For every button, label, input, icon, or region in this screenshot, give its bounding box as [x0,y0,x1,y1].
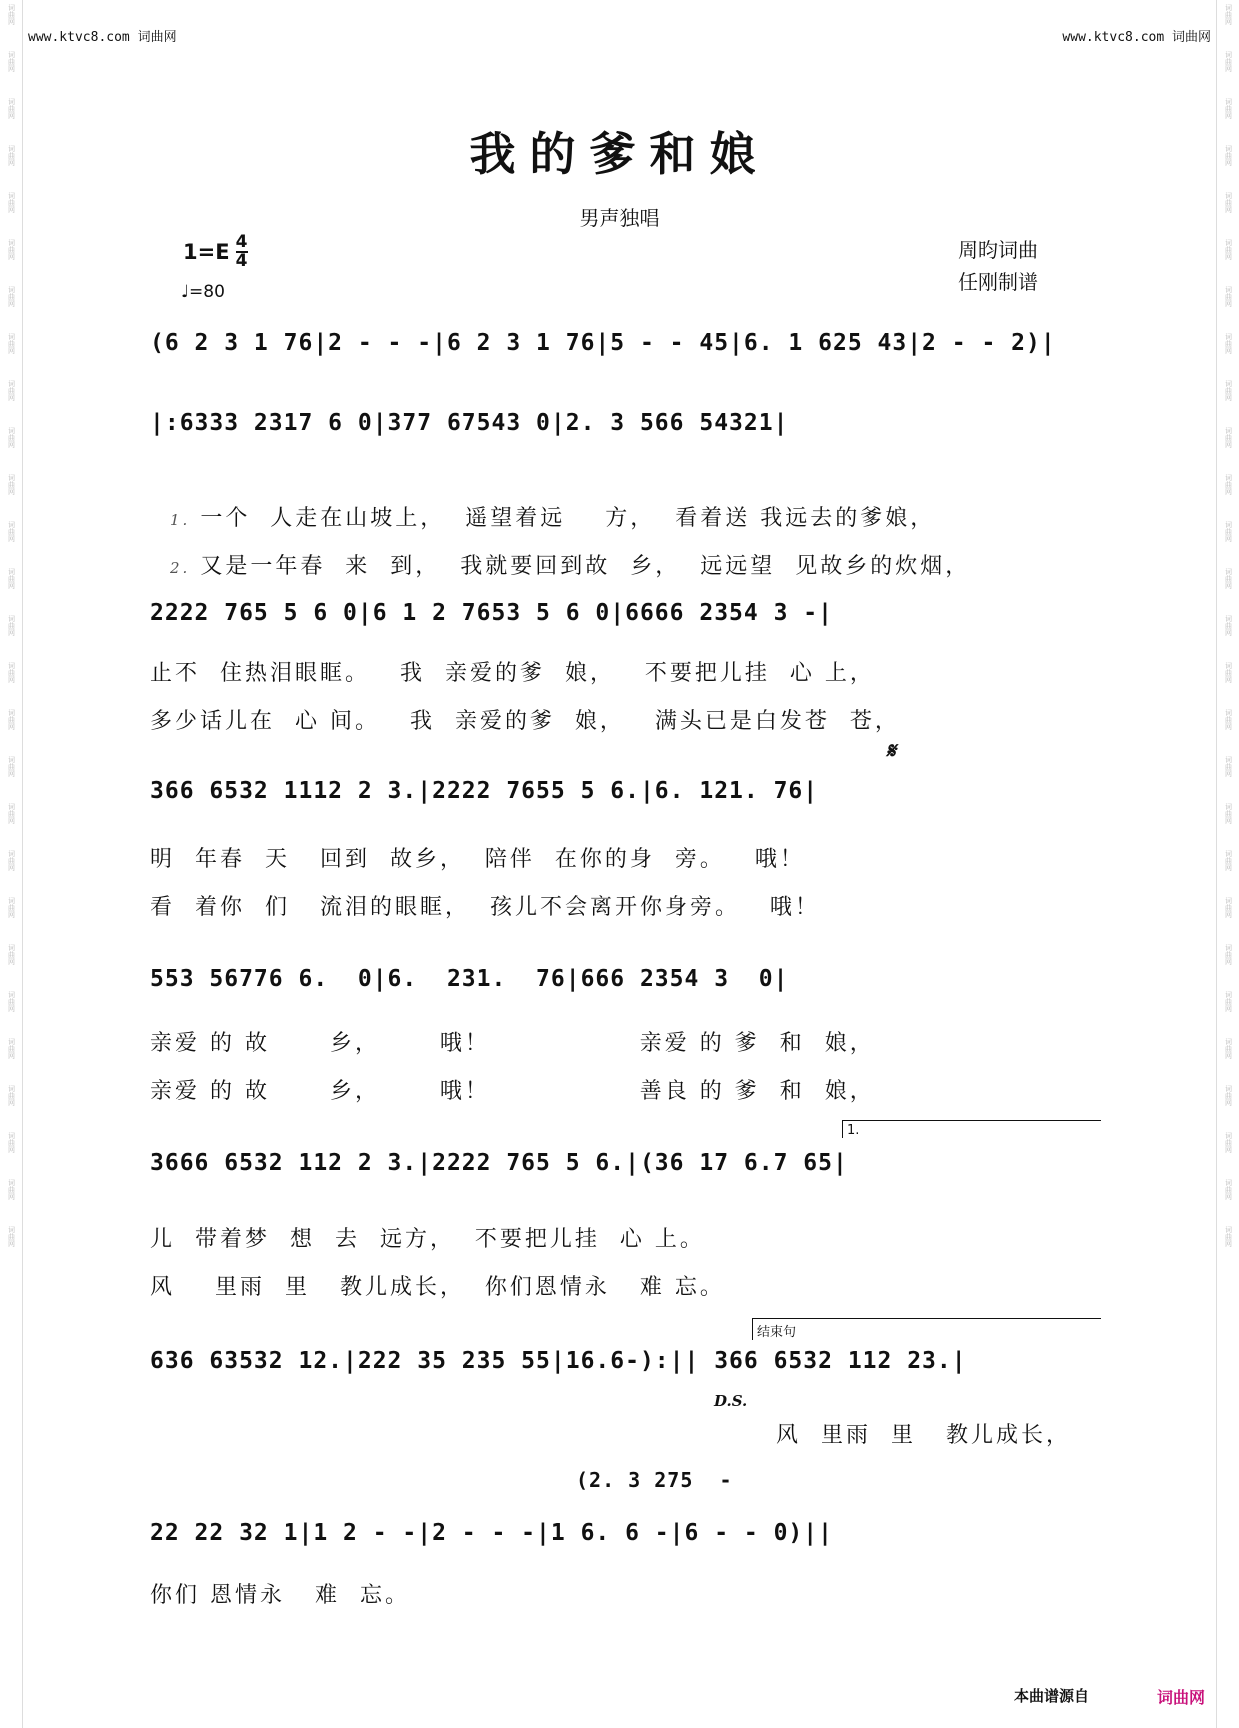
lyric-row-1-verse-2 [150,524,970,580]
score-row-3 [150,768,1100,814]
lyric-text: 一个 人走在山坡上， 遥望着远 方， 看着送 我远去的爹娘， [200,506,936,531]
ds-marking: D.S. [714,1392,748,1410]
lyric-row-7-ending: 你们 恩情永 难 忘。 [150,1583,410,1608]
credit-lyrics: 周昀词曲 [958,238,1038,262]
left-watermark-strip: 词曲网 词曲网 词曲网 词曲网 词曲网 词曲网 词曲网 词曲网 词曲网 词曲网 词曲网 词曲网 词曲网 词曲网 词曲网 词曲网 词曲网 词曲网 词曲网 词曲网 词曲网 词曲网 词曲网 词曲网 词曲网 词曲网 词曲网 [0,0,23,1728]
lyric-row-6-ending: 风 里雨 里 教儿成长， [776,1423,1071,1448]
lyric-row-2-verse-2: 多少话儿在 心 间。 我 亲爱的爹 娘， 满头已是白发苍 苍， [150,709,900,734]
site-link-left[interactable]: www.ktvc8.com 词曲网 [28,30,177,45]
tempo-marking: ♩=80 [181,282,225,302]
score-row-5 [150,1140,1100,1186]
song-subtitle: 男声独唱 [579,206,660,230]
right-watermark-strip: 词曲网 词曲网 词曲网 词曲网 词曲网 词曲网 词曲网 词曲网 词曲网 词曲网 词曲网 词曲网 词曲网 词曲网 词曲网 词曲网 词曲网 词曲网 词曲网 词曲网 词曲网 词曲网 词曲网 词曲网 词曲网 词曲网 词曲网 [1216,0,1239,1728]
key-signature [183,234,248,270]
score-row-7 [150,1510,1100,1556]
score-row-intro [150,320,1100,366]
lyric-row-4-verse-1: 亲爱 的 故 乡， 哦！ 亲爱 的 爹 和 娘， [150,1031,875,1056]
notation-line: (2. 3 275 - [576,1468,733,1492]
lyric-row-2-verse-1: 止不 住热泪眼眶。 我 亲爱的爹 娘， 不要把儿挂 心 上， [150,661,875,686]
segno-sign: 𝄋 [886,738,896,764]
notation-line: 366 6532 1112 2 3.|2222 7655 5 6.|6. 121. 76| [150,778,819,804]
site-link-right[interactable]: www.ktvc8.com 词曲网 [1062,30,1211,45]
verse-number: 2. [170,559,191,577]
score-row-6 [150,1338,1100,1384]
source-credit: 本曲谱源自 [1013,1687,1089,1705]
time-top: 4 [235,232,248,252]
notation-line: (6 2 3 1 76|2 - - -|6 2 3 1 76|5 - - 45|6. 1 625 43|2 - - 2)| [150,330,1056,356]
score-row-2 [150,590,1100,636]
site-logo[interactable]: 词曲网 [1156,1688,1205,1707]
song-title: 我的爹和娘 [469,127,770,181]
notation-line: 2222 765 5 6 0|6 1 2 7653 5 6 0|6666 2354 3 -| [150,600,833,626]
time-signature [236,234,248,270]
notation-line: |:6333 2317 6 0|377 67543 0|2. 3 566 54321| [150,410,789,436]
verse-number: 1. [170,511,191,529]
bridge-alt-notes [576,1462,876,1498]
notation-line: 553 56776 6. 0|6. 231. 76|666 2354 3 0| [150,966,789,992]
score-row-1 [150,400,1100,446]
first-ending-bracket: 1. [842,1120,1101,1138]
key-label: 1=E [183,240,230,264]
notation-line: 3666 6532 112 2 3.|2222 765 5 6.|(36 17 6.7 65| [150,1150,848,1176]
notation-line: 22 22 32 1|1 2 - -|2 - - -|1 6. 6 -|6 - - 0)|| [150,1520,833,1546]
lyric-row-3-verse-1: 明 年春 天 回到 故乡， 陪伴 在你的身 旁。 哦！ [150,847,805,872]
score-row-4 [150,956,1100,1002]
ending-section-bracket: 结束句 [752,1318,1101,1340]
notation-line: 636 63532 12.|222 35 235 55|16.6-):|| 366 6532 112 23.| [150,1348,967,1374]
lyric-row-4-verse-2: 亲爱 的 故 乡， 哦！ 善良 的 爹 和 娘， [150,1079,875,1104]
lyric-row-5-verse-2: 风 里雨 里 教儿成长， 你们恩情永 难 忘。 [150,1275,725,1300]
lyric-text: 又是一年春 来 到， 我就要回到故 乡， 远远望 见故乡的炊烟， [200,554,971,579]
lyric-row-3-verse-2: 看 着你 们 流泪的眼眶， 孩儿不会离开你身旁。 哦！ [150,895,820,920]
credit-notation: 任刚制谱 [958,270,1038,294]
time-bottom: 4 [235,251,248,271]
lyric-row-5-verse-1: 儿 带着梦 想 去 远方， 不要把儿挂 心 上。 [150,1227,705,1252]
